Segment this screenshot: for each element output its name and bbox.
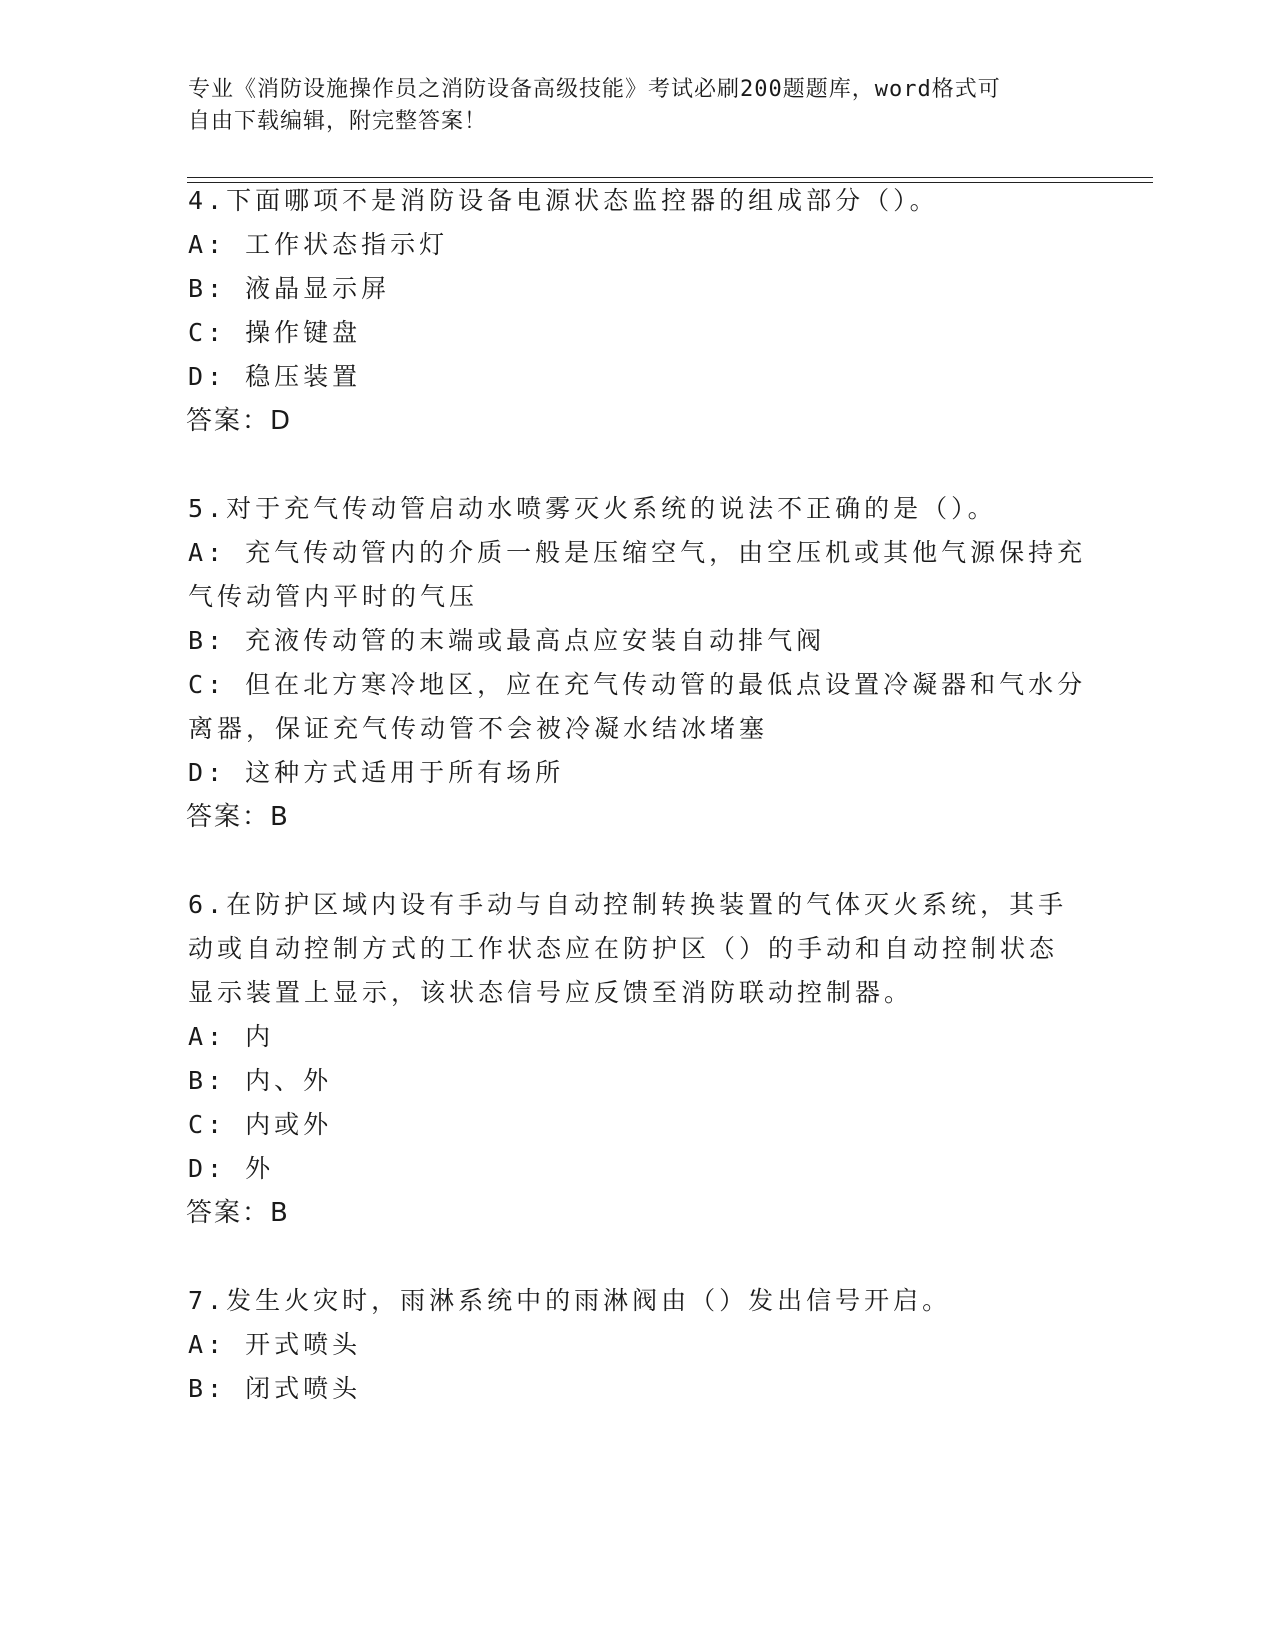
question-6-option-a: A: 内 — [188, 1022, 275, 1051]
question-7-option-b: B: 闭式喷头 — [188, 1374, 362, 1403]
question-4-option-b: B: 液晶显示屏 — [188, 274, 391, 303]
question-6-stem-line-1: 6.在防护区域内设有手动与自动控制转换装置的气体灭火系统，其手 — [188, 890, 1068, 919]
question-7-stem: 7.发生火灾时，雨淋系统中的雨淋阀由（）发出信号开启。 — [188, 1286, 952, 1315]
question-5-option-c-line-2: 离器，保证充气传动管不会被冷凝水结冰堵塞 — [188, 714, 769, 743]
question-5-answer: 答案：B — [186, 802, 290, 832]
document-header — [188, 74, 1068, 138]
question-6-option-c: C: 内或外 — [188, 1110, 333, 1139]
question-4-option-a: A: 工作状态指示灯 — [188, 230, 449, 259]
question-4-option-c: C: 操作键盘 — [188, 318, 362, 347]
question-5-option-d: D: 这种方式适用于所有场所 — [188, 758, 565, 787]
question-6-option-b: B: 内、外 — [188, 1066, 333, 1095]
question-4-stem: 4.下面哪项不是消防设备电源状态监控器的组成部分（）。 — [188, 186, 939, 215]
question-6-option-d: D: 外 — [188, 1154, 275, 1183]
question-4-answer: 答案：D — [186, 406, 293, 436]
question-6-stem-line-2: 动或自动控制方式的工作状态应在防护区（）的手动和自动控制状态 — [188, 934, 1059, 963]
question-5-stem: 5.对于充气传动管启动水喷雾灭火系统的说法不正确的是（）。 — [188, 494, 997, 523]
question-5-option-c-line-1: C: 但在北方寒冷地区，应在充气传动管的最低点设置冷凝器和气水分 — [188, 670, 1087, 699]
header-line-1: 专业《消防设施操作员之消防设备高级技能》考试必刷200题题库，word格式可 — [188, 77, 1001, 102]
question-5-option-a-line-2: 气传动管内平时的气压 — [188, 582, 479, 611]
header-line-2: 自由下载编辑，附完整答案！ — [188, 109, 488, 134]
question-5-option-b: B: 充液传动管的末端或最高点应安装自动排气阀 — [188, 626, 826, 655]
question-7-option-a: A: 开式喷头 — [188, 1330, 362, 1359]
question-4-option-d: D: 稳压装置 — [188, 362, 362, 391]
question-6-stem-line-3: 显示装置上显示，该状态信号应反馈至消防联动控制器。 — [188, 978, 914, 1007]
question-5-option-a-line-1: A: 充气传动管内的介质一般是压缩空气，由空压机或其他气源保持充 — [188, 538, 1087, 567]
question-6-answer: 答案：B — [186, 1198, 290, 1228]
